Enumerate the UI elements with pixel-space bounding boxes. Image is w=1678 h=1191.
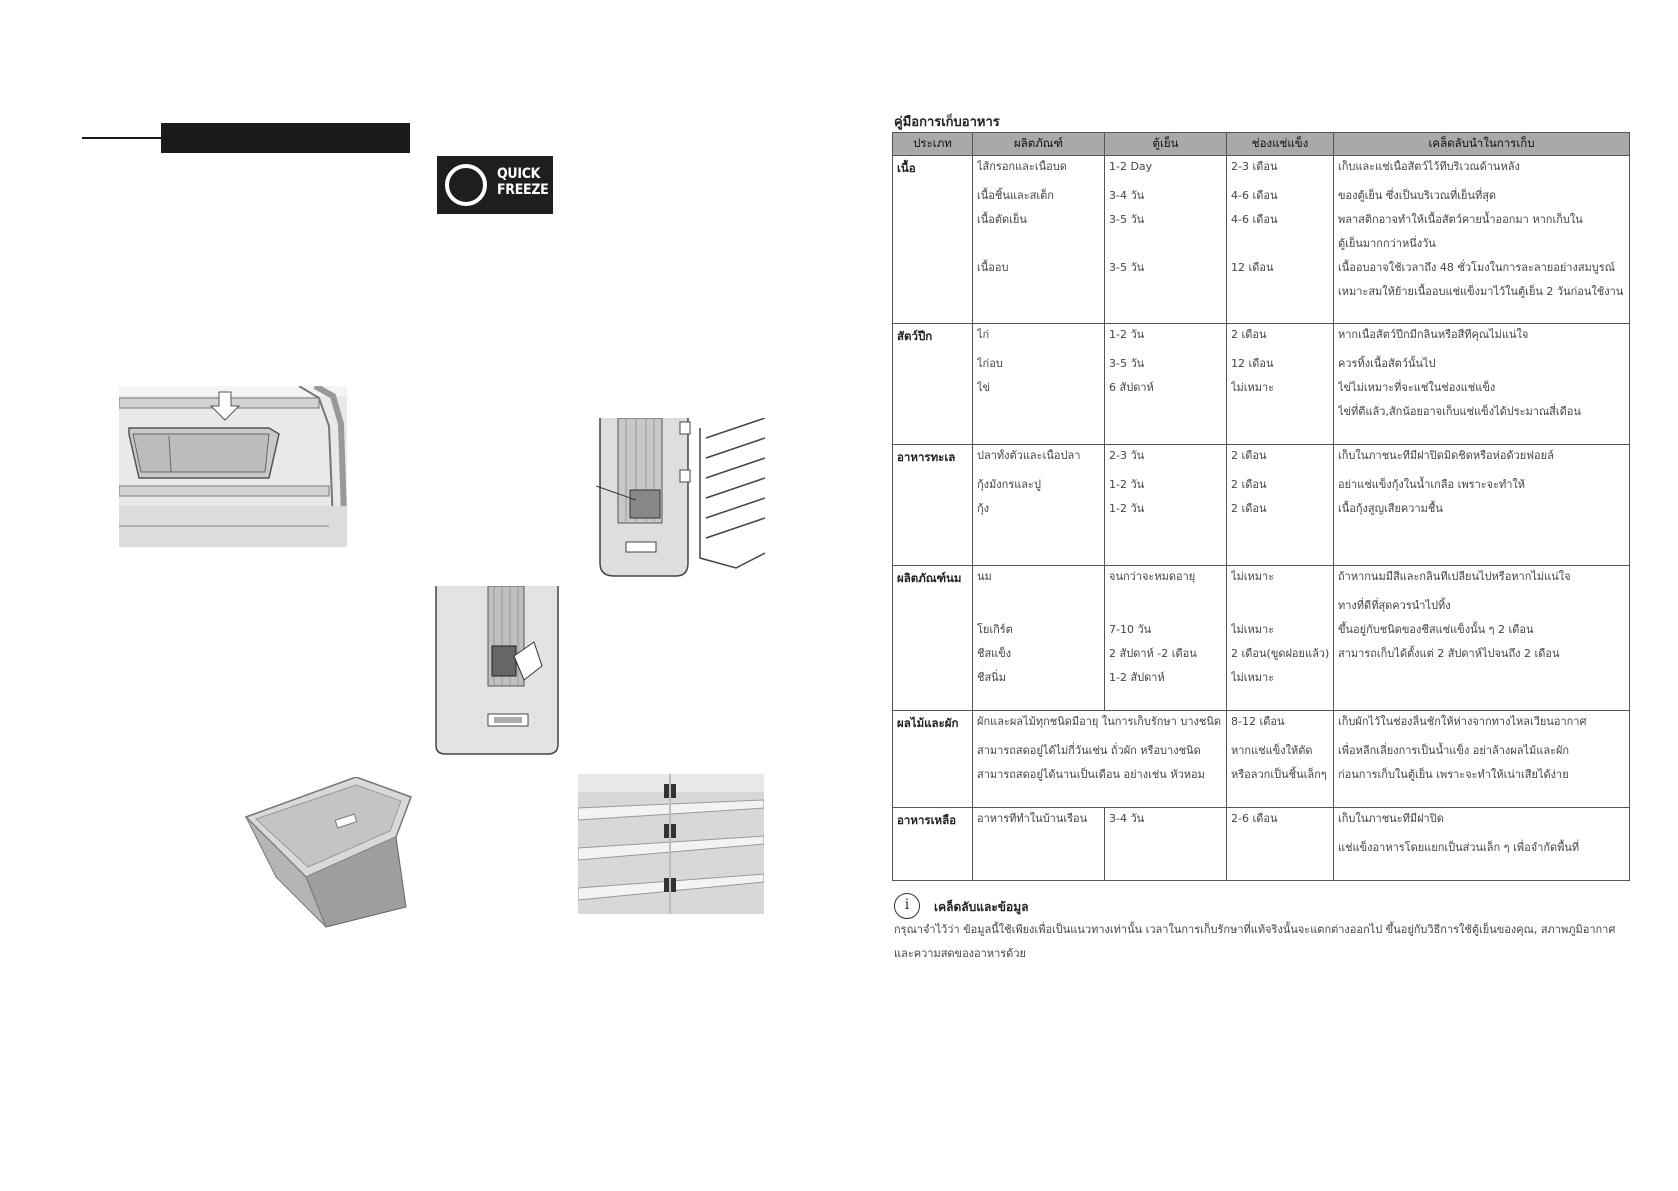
row-freezer: 2 เดือน 2 เดือน 2 เดือน: [1227, 445, 1334, 566]
food-storage-table: [892, 132, 1630, 881]
table-row: [893, 808, 1630, 881]
table-row: [893, 156, 1630, 324]
header-category: ประเภท: [893, 133, 973, 156]
header-product: ผลิตภัณฑ์: [973, 133, 1105, 156]
row-category: ผลไม้และผัก: [893, 711, 973, 808]
quick-freeze-ring-icon: [445, 164, 487, 206]
header-freezer: ช่องแช่แข็ง: [1227, 133, 1334, 156]
info-note-line-1: กรุณาจำไว้ว่า ข้อมูลนี้ใช้เพียงเพื่อเป็นแนวทางเท่านั้น เวลาในการเก็บรักษาที่แท้จริงนั้นจะแตกต่างออกไป ขึ้นอยู่กับวิธีการใช้ตู้เย็นของคุณ, สภาพภูมิอากาศ: [894, 923, 1616, 936]
row-freezer: 2-3 เดือน 4-6 เดือน 4-6 เดือน 12 เดือน: [1227, 156, 1334, 324]
filter-closeup-illustration: [434, 586, 562, 755]
door-bin-illustration: [119, 386, 347, 547]
table-row: [893, 711, 1630, 808]
row-category: อาหารทะเล: [893, 445, 973, 566]
crisper-drawer-illustration: [236, 777, 416, 932]
section-header-line: [82, 137, 162, 139]
row-fridge: 3-4 วัน: [1105, 808, 1227, 881]
section-header-bar: [161, 123, 410, 153]
row-fridge: 1-2 Day 3-4 วัน 3-5 วัน 3-5 วัน: [1105, 156, 1227, 324]
info-note-line-2: และความสดของอาหารด้วย: [894, 947, 1026, 960]
row-category: ผลิตภัณฑ์นม: [893, 566, 973, 711]
row-category: อาหารเหลือ: [893, 808, 973, 881]
info-icon: i: [894, 893, 920, 919]
table-row: [893, 445, 1630, 566]
row-product: ปลาทั้งตัวและเนื้อปลา กุ้งมังกรและปู กุ้ง: [973, 445, 1105, 566]
row-product-merged: ผักและผลไม้ทุกชนิดมีอายุ ในการเก็บรักษา บางชนิด สามารถสดอยู่ได้ไม่กี่วันเช่น ถั่วผัก หรือบางชนิด สามารถสดอยู่ได้นานเป็นเดือน อย่างเช่น หัวหอม: [973, 711, 1227, 808]
row-product: อาหารที่ทำในบ้านเรือน: [973, 808, 1105, 881]
info-title: เคล็ดลับและข้อมูล: [934, 900, 1029, 914]
quick-freeze-icon: [437, 156, 553, 214]
row-freezer: 2-6 เดือน: [1227, 808, 1334, 881]
row-tips: หากเนื้อสัตว์ปีกมีกลิ่นหรือสีที่คุณไม่แน่ใจ ควรทิ้งเนื้อสัตว์นั้นไป ไข่ไม่เหมาะที่จะแช่ในช่องแช่แข็ง ไข่ที่ตีแล้ว,สักน้อยอาจเก็บแช่แข็งได้ประมาณสี่เดือน: [1334, 324, 1630, 445]
row-freezer: 8-12 เดือน หากแช่แข็งให้ตัด หรือลวกเป็นชิ้นเล็กๆ: [1227, 711, 1334, 808]
row-freezer: ไม่เหมาะ ไม่เหมาะ 2 เดือน(ขูดฝอยแล้ว) ไม่เหมาะ: [1227, 566, 1334, 711]
row-category: สัตว์ปีก: [893, 324, 973, 445]
row-product: นม โยเกิร์ต ชีสแข็ง ชีสนิ่ม: [973, 566, 1105, 711]
row-product: ไส้กรอกและเนื้อบด เนื้อชิ้นและสเต็ก เนื้อตัดเย็น เนื้ออบ: [973, 156, 1105, 324]
row-tips: เก็บในภาชนะที่มีฝาปิดมิดชิดหรือห่อด้วยฟอยล์ อย่าแช่แข็งกุ้งในน้ำเกลือ เพราะจะทำให้ เนื้อกุ้งสูญเสียความชื้น: [1334, 445, 1630, 566]
door-filter-illustration: [596, 418, 765, 579]
row-tips: เก็บและแช่เนื้อสัตว์ไว้ที่บริเวณด้านหลัง ของตู้เย็น ซึ่งเป็นบริเวณที่เย็นที่สุด พลาสติกอาจทำให้เนื้อสัตว์คายน้ำออกมา หากเก็บใน ตู้เย็นมากกว่าหนึ่งวัน เนื้ออบอาจใช้เวลาถึง 48 ชั่วโมงในการละลายอย่างสมบูรณ์ เหมาะสมให้ย้ายเนื้ออบแช่แข็งมาไว้ในตู้เย็น 2 วันก่อนใช้งาน: [1334, 156, 1630, 324]
row-tips: เก็บในภาชนะที่มีฝาปิด แช่แข็งอาหารโดยแยกเป็นส่วนเล็ก ๆ เพื่อจำกัดพื้นที่: [1334, 808, 1630, 881]
quick-freeze-label-2: FREEZE: [497, 182, 549, 198]
row-tips: ถ้าหากนมมีสีและกลิ่นที่เปลี่ยนไปหรือหากไม่แน่ใจ ทางที่ดีที่สุดควรนำไปทิ้ง ขึ้นอยู่กับชนิดของชีสแช่แข็งนั้น ๆ 2 เดือน สามารถเก็บได้ตั้งแต่ 2 สัปดาห์ไปจนถึง 2 เดือน: [1334, 566, 1630, 711]
table-row: [893, 324, 1630, 445]
table-header-row: [893, 133, 1630, 156]
row-freezer: 2 เดือน 12 เดือน ไม่เหมาะ: [1227, 324, 1334, 445]
row-fridge: 2-3 วัน 1-2 วัน 1-2 วัน: [1105, 445, 1227, 566]
shelves-illustration: [578, 774, 764, 914]
row-tips: เก็บผักไว้ในช่องลิ้นชักให้ห่างจากทางไหลเวียนอากาศ เพื่อหลีกเลี่ยงการเป็นน้ำแข็ง อย่าล้างผลไม้และผัก ก่อนการเก็บในตู้เย็น เพราะจะทำให้เน่าเสียได้ง่าย: [1334, 711, 1630, 808]
header-tips: เคล็ดลับนำในการเก็บ: [1334, 133, 1630, 156]
page-title: คู่มือการเก็บอาหาร: [894, 115, 1000, 130]
table-row: [893, 566, 1630, 711]
row-fridge: จนกว่าจะหมดอายุ 7-10 วัน 2 สัปดาห์ -2 เดือน 1-2 สัปดาห์: [1105, 566, 1227, 711]
quick-freeze-label-1: QUICK: [497, 166, 541, 182]
row-fridge: 1-2 วัน 3-5 วัน 6 สัปดาห์: [1105, 324, 1227, 445]
row-category: เนื้อ: [893, 156, 973, 324]
header-fridge: ตู้เย็น: [1105, 133, 1227, 156]
row-product: ไก่ ไก่อบ ไข่: [973, 324, 1105, 445]
